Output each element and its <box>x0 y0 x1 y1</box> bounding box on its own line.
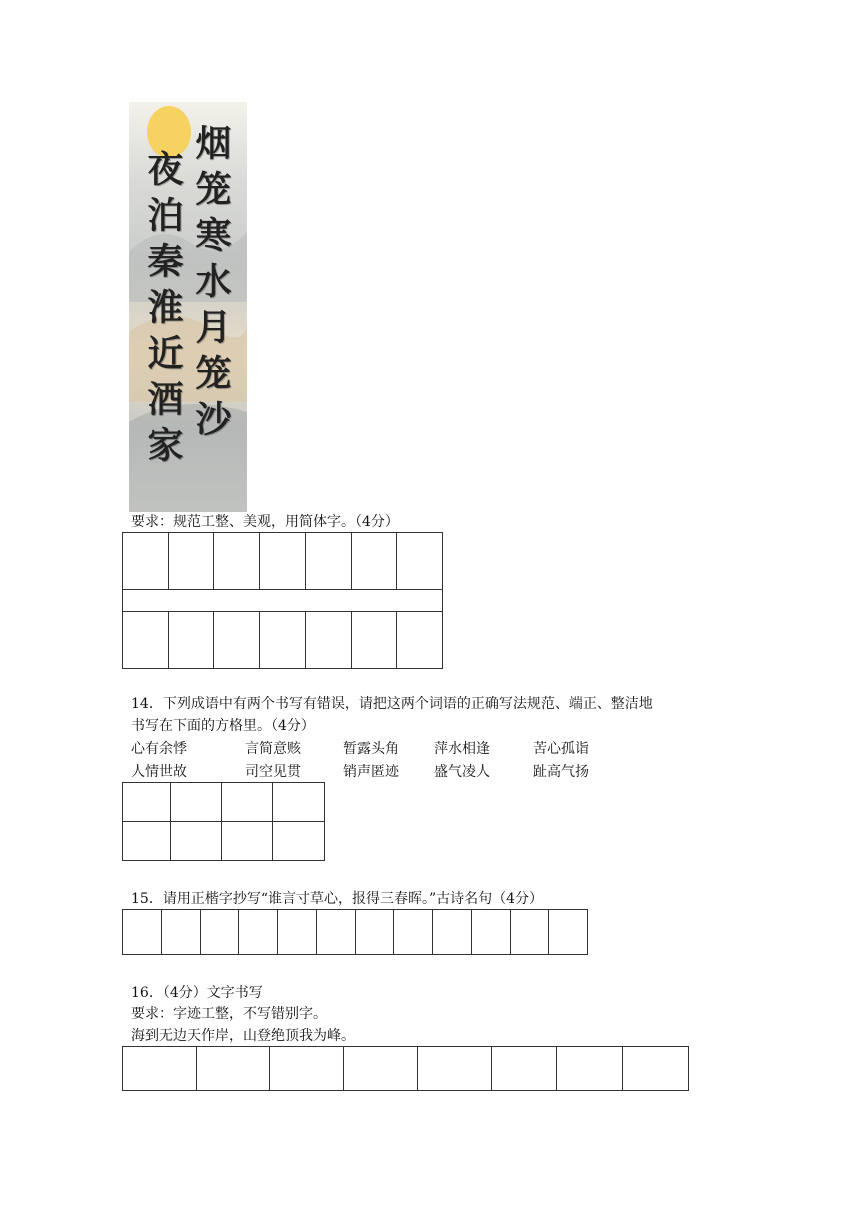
writing-cell[interactable] <box>260 612 306 669</box>
writing-cell[interactable] <box>397 612 443 669</box>
writing-cell[interactable] <box>161 910 200 955</box>
q16-writing-grid <box>122 1046 689 1091</box>
writing-cell[interactable] <box>351 612 397 669</box>
idiom: 暂露头角 <box>343 741 399 757</box>
writing-cell[interactable] <box>344 1047 418 1091</box>
poem-line-right: 烟笼寒水月笼沙 <box>190 124 232 446</box>
writing-cell[interactable] <box>270 1047 344 1091</box>
writing-cell[interactable] <box>433 910 472 955</box>
idiom: 司空见贯 <box>245 764 301 780</box>
writing-cell[interactable] <box>278 910 317 955</box>
poem-line-left: 夜泊秦淮近酒家 <box>142 150 184 472</box>
spacer-row <box>123 590 443 612</box>
writing-cell[interactable] <box>471 910 510 955</box>
writing-cell[interactable] <box>316 910 355 955</box>
writing-cell[interactable] <box>170 822 221 861</box>
writing-cell[interactable] <box>123 783 171 822</box>
writing-cell[interactable] <box>351 533 397 590</box>
writing-cell[interactable] <box>623 1047 689 1091</box>
writing-cell[interactable] <box>222 822 273 861</box>
q13-writing-grid <box>122 532 443 669</box>
idiom: 趾高气扬 <box>533 764 589 780</box>
q15-writing-grid <box>122 909 588 955</box>
q16-sentence: 海到无边天作岸，山登绝顶我为峰。 <box>131 1028 355 1044</box>
writing-cell[interactable] <box>123 533 169 590</box>
writing-cell[interactable] <box>170 783 221 822</box>
q13-requirement: 要求：规范工整、美观，用简体字。（4分） <box>131 514 399 530</box>
writing-cell[interactable] <box>239 910 278 955</box>
writing-cell[interactable] <box>491 1047 557 1091</box>
idiom: 萍水相逢 <box>434 741 490 757</box>
writing-cell[interactable] <box>214 533 260 590</box>
writing-cell[interactable] <box>397 533 443 590</box>
writing-cell[interactable] <box>549 910 588 955</box>
writing-cell[interactable] <box>273 822 325 861</box>
writing-cell[interactable] <box>417 1047 491 1091</box>
writing-cell[interactable] <box>168 612 214 669</box>
idiom: 苦心孤诣 <box>533 741 589 757</box>
writing-cell[interactable] <box>123 1047 197 1091</box>
writing-cell[interactable] <box>214 612 260 669</box>
writing-cell[interactable] <box>123 822 171 861</box>
q16-requirement: 要求：字迹工整，不写错别字。 <box>131 1006 327 1022</box>
q15-question: 15．请用正楷字抄写“谁言寸草心，报得三春晖。”古诗名句（4分） <box>131 891 544 907</box>
writing-cell[interactable] <box>510 910 549 955</box>
writing-cell[interactable] <box>557 1047 623 1091</box>
writing-cell[interactable] <box>123 910 162 955</box>
writing-cell[interactable] <box>305 533 351 590</box>
idiom: 言简意赅 <box>245 741 301 757</box>
q14-question-line2: 书写在下面的方格里。（4分） <box>131 718 315 734</box>
writing-cell[interactable] <box>168 533 214 590</box>
idiom: 人情世故 <box>131 764 187 780</box>
q14-question-line1: 14．下列成语中有两个书写有错误，请把这两个词语的正确写法规范、端正、整洁地 <box>131 696 653 712</box>
idiom: 盛气凌人 <box>434 764 490 780</box>
idiom: 心有余悸 <box>131 741 187 757</box>
idiom: 销声匿迹 <box>343 764 399 780</box>
writing-cell[interactable] <box>355 910 394 955</box>
calligraphy-image <box>129 102 247 512</box>
writing-cell[interactable] <box>222 783 273 822</box>
writing-cell[interactable] <box>305 612 351 669</box>
writing-cell[interactable] <box>260 533 306 590</box>
q16-title: 16．（4分）文字书写 <box>131 985 263 1001</box>
writing-cell[interactable] <box>123 612 169 669</box>
q14-writing-grid <box>122 782 325 861</box>
writing-cell[interactable] <box>200 910 239 955</box>
writing-cell[interactable] <box>196 1047 270 1091</box>
writing-cell[interactable] <box>273 783 325 822</box>
writing-cell[interactable] <box>394 910 433 955</box>
